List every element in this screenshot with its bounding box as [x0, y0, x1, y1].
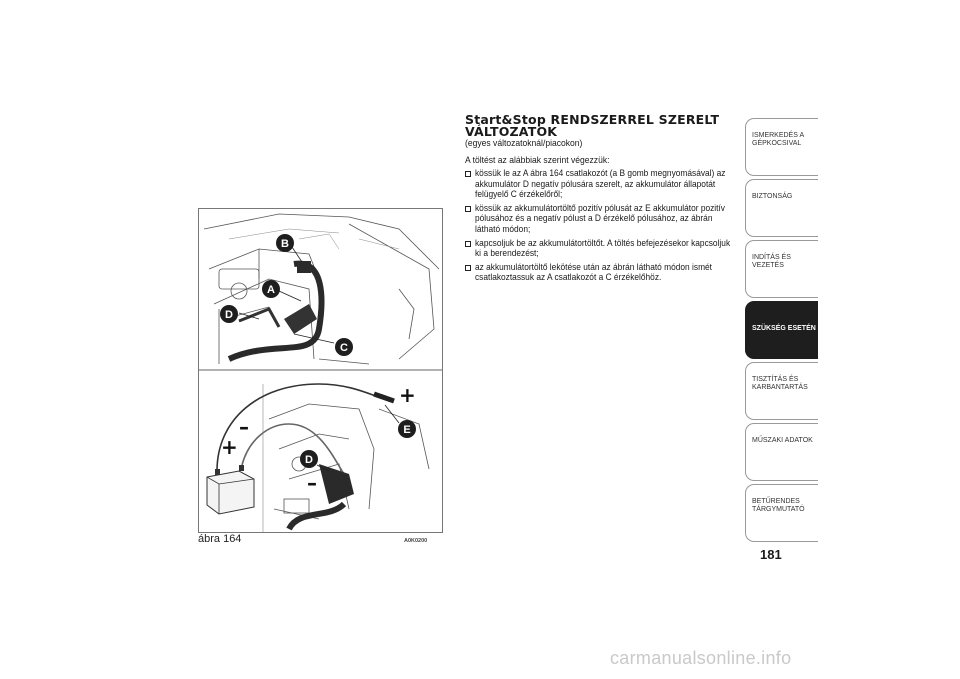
svg-text:C: C [340, 342, 348, 354]
label-d-top [220, 305, 238, 323]
steps-list [465, 169, 737, 284]
tab-inditas[interactable]: INDÍTÁS ÉS VEZETÉS [745, 240, 818, 298]
label-c [335, 338, 353, 356]
watermark: carmanualsonline.info [610, 648, 792, 668]
intro-text: A töltést az alábbiak szerint végezzük: [465, 155, 610, 166]
tab-biztonsag[interactable]: BIZTONSÁG [745, 179, 818, 237]
heading-line-2: VÁLTOZATOK [465, 123, 558, 139]
battery-illustration [198, 208, 443, 533]
plus-sign-left: + [221, 435, 238, 459]
page-number: 181 [760, 547, 782, 562]
figure-code: A0K0200 [404, 538, 428, 544]
checkbox-bullet-icon [465, 206, 471, 212]
tab-ismerkedes[interactable]: ISMERKEDÉS A GÉPKOCSIVAL [745, 118, 818, 176]
checkbox-bullet-icon [465, 265, 471, 271]
section-subheading: (egyes változatoknál/piacokon) [465, 138, 583, 149]
svg-text:B: B [281, 238, 289, 250]
svg-text:D: D [305, 454, 313, 466]
figure-caption: ábra 164 [198, 533, 242, 545]
checkbox-bullet-icon [465, 171, 471, 177]
label-a [262, 280, 280, 298]
svg-text:A: A [267, 284, 275, 296]
minus-sign-right: – [307, 471, 317, 495]
tab-szukseg-eseten[interactable]: SZÜKSÉG ESETÉN [745, 301, 818, 359]
list-item: kössük az akkumulátortöltő pozitív pólusát az E akkumulátor pozitív pólusához és a negatív pólust a D érzékelő pólusához, az ábrán látható módon; [465, 204, 737, 236]
svg-text:E: E [403, 424, 411, 436]
section-heading [465, 114, 737, 137]
label-e [398, 420, 416, 438]
tab-muszaki-adatok[interactable]: MŰSZAKI ADATOK [745, 423, 818, 481]
label-d-bottom [300, 450, 318, 468]
list-item: az akkumulátortöltő lekötése után az ábrán látható módon ismét csatlakoztassuk az A csatlakozót a C érzékelőhöz. [465, 263, 737, 284]
list-item: kössük le az A ábra 164 csatlakozót (a B gomb megnyomásával) az akkumulátor D negatív pólusára szerelt, az akkumulátor állapotát felügyelő C érzékelőről; [465, 169, 737, 201]
charger-box [207, 465, 254, 514]
heading-line-1: Start&Stop RENDSZERREL SZERELT [465, 112, 720, 127]
minus-sign-left: – [239, 415, 249, 439]
chapter-tabs [745, 118, 818, 545]
list-item: kapcsoljuk be az akkumulátortöltőt. A töltés befejezésekor kapcsoljuk ki a berendezést; [465, 239, 737, 260]
tab-targymutato[interactable]: BETŰRENDES TÁRGYMUTATÓ [745, 484, 818, 542]
plus-sign-top: + [399, 383, 416, 407]
section-content [465, 114, 737, 287]
checkbox-bullet-icon [465, 241, 471, 247]
tab-tisztitas[interactable]: TISZTÍTÁS ÉS KARBANTARTÁS [745, 362, 818, 420]
svg-text:D: D [225, 309, 233, 321]
label-b [276, 234, 294, 252]
